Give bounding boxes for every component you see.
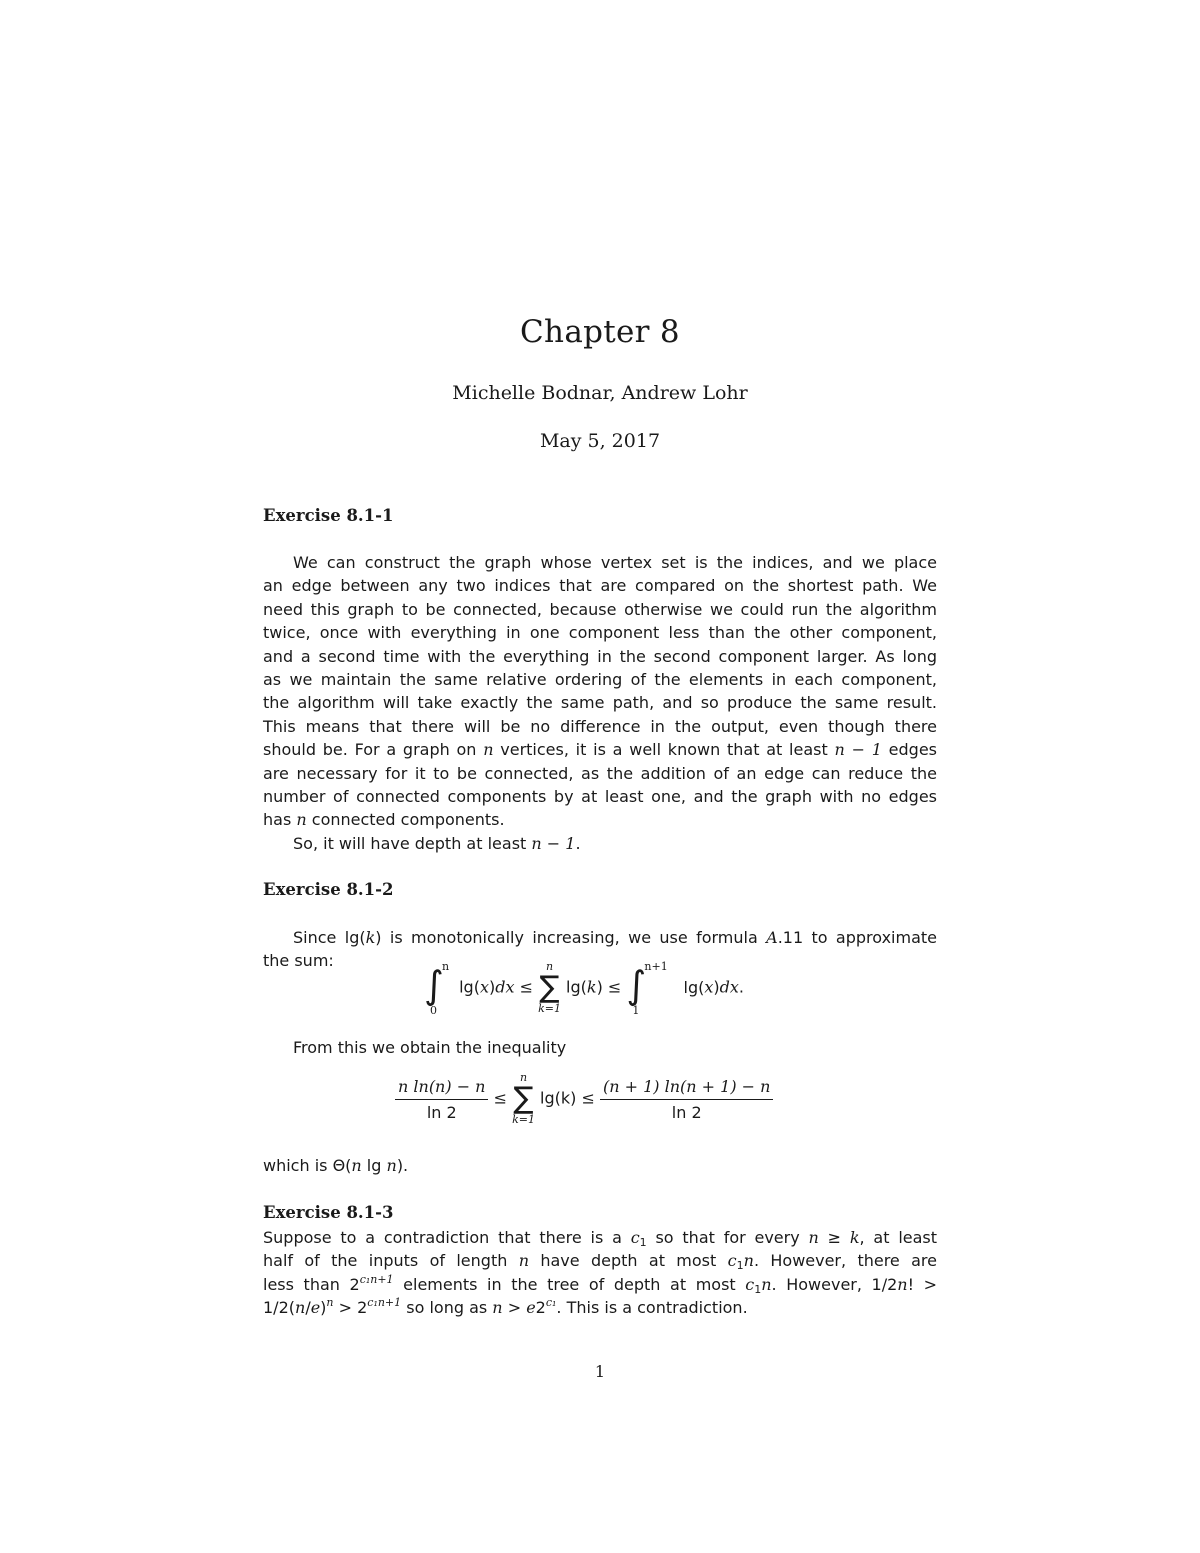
text-line: less than $2^{c_1n+1}$ elements in the tree of depth at most $c_1n$. However, 1/2n! > bbox=[263, 1272, 938, 1296]
text-line: as we maintain the same relative ordering of the elements in each component, bbox=[263, 670, 937, 690]
summation-sign: n ∑ k=1 bbox=[512, 1071, 535, 1126]
text-line: number of connected components by at least one, and the graph with no edges bbox=[263, 787, 937, 807]
page-number: 1 bbox=[594, 1362, 606, 1381]
text-line: has n connected components. bbox=[263, 810, 505, 830]
text-line: $1/2(n/e)^n > 2^{c_1n+1}$ so long as $n > e2^{c_1}$. This is a contradiction. bbox=[263, 1296, 748, 1318]
text-line: twice, once with everything in one component less than the other component, bbox=[263, 623, 937, 643]
text-line: are necessary for it to be connected, as the addition of an edge can reduce the bbox=[263, 763, 937, 783]
equation-integral-bounds: ∫ n 0 lg(x)dx ≤ n ∑ k=1 lg(k) ≤ ∫ n+1 1 lg(x)dx. bbox=[424, 960, 744, 1017]
integral-sign: ∫ n+1 1 bbox=[626, 960, 668, 1017]
text-line: and a second time with the everything in the second component larger. As long bbox=[263, 646, 937, 666]
equation-inequality: $\frac{\text{n ln(n) − n}}{\ln 2}$ ≤ n ∑ k=1 lg(k) ≤ $\frac{(n + 1) \ln(n + 1) - n}{\ln 2}$ bbox=[395, 1072, 773, 1126]
fraction: $\frac{\text{n ln(n) − n}}{\ln 2}$ bbox=[395, 1077, 488, 1122]
chapter-title: Chapter 8 bbox=[520, 314, 680, 350]
text-line: should be. For a graph on n vertices, it is a well known that at least n − 1 edges bbox=[263, 740, 938, 760]
summation-sign: n ∑ k=1 bbox=[538, 960, 561, 1015]
text-line: need this graph to be connected, because otherwise we could run the algorithm bbox=[263, 599, 937, 619]
integral-sign: ∫ n 0 bbox=[424, 960, 450, 1017]
exercise-8-1-2-result bbox=[263, 1154, 937, 1177]
text-line: half of the inputs of length n have depth at most $c_1n$. However, there are bbox=[263, 1251, 937, 1273]
text-line: Since lg(k) is monotonically increasing, we use formula A.11 to approximate bbox=[293, 928, 937, 947]
text-line: the sum: bbox=[263, 951, 334, 971]
text-line: From this we obtain the inequality bbox=[293, 1038, 567, 1057]
date: May 5, 2017 bbox=[539, 430, 661, 452]
fraction: $\frac{(n + 1) \ln(n + 1) - n}{\ln 2}$ bbox=[600, 1077, 773, 1122]
text-line: So, it will have depth at least n − 1. bbox=[293, 833, 581, 853]
text-line: This means that there will be no difference in the output, even though there bbox=[263, 716, 937, 736]
text-line: We can construct the graph whose vertex set is the indices, and we place bbox=[293, 553, 937, 572]
exercise-heading-8-1-3: Exercise 8.1-3 bbox=[263, 1203, 394, 1222]
exercise-8-1-1-body bbox=[263, 551, 937, 855]
authors: Michelle Bodnar, Andrew Lohr bbox=[452, 382, 748, 404]
text-line: an edge between any two indices that are compared on the shortest path. We bbox=[263, 576, 937, 596]
text-line: the algorithm will take exactly the same path, and so produce the same result. bbox=[263, 693, 937, 713]
exercise-heading-8-1-2: Exercise 8.1-2 bbox=[263, 880, 394, 899]
text-line: which is Θ(n lg n). bbox=[263, 1156, 409, 1175]
exercise-8-1-2-text bbox=[263, 1036, 937, 1059]
exercise-heading-8-1-1: Exercise 8.1-1 bbox=[263, 506, 394, 525]
exercise-8-1-3-body bbox=[263, 1226, 937, 1320]
text-line: Suppose to a contradiction that there is a $c_1$ so that for every n ≥ k, at least bbox=[263, 1228, 938, 1249]
